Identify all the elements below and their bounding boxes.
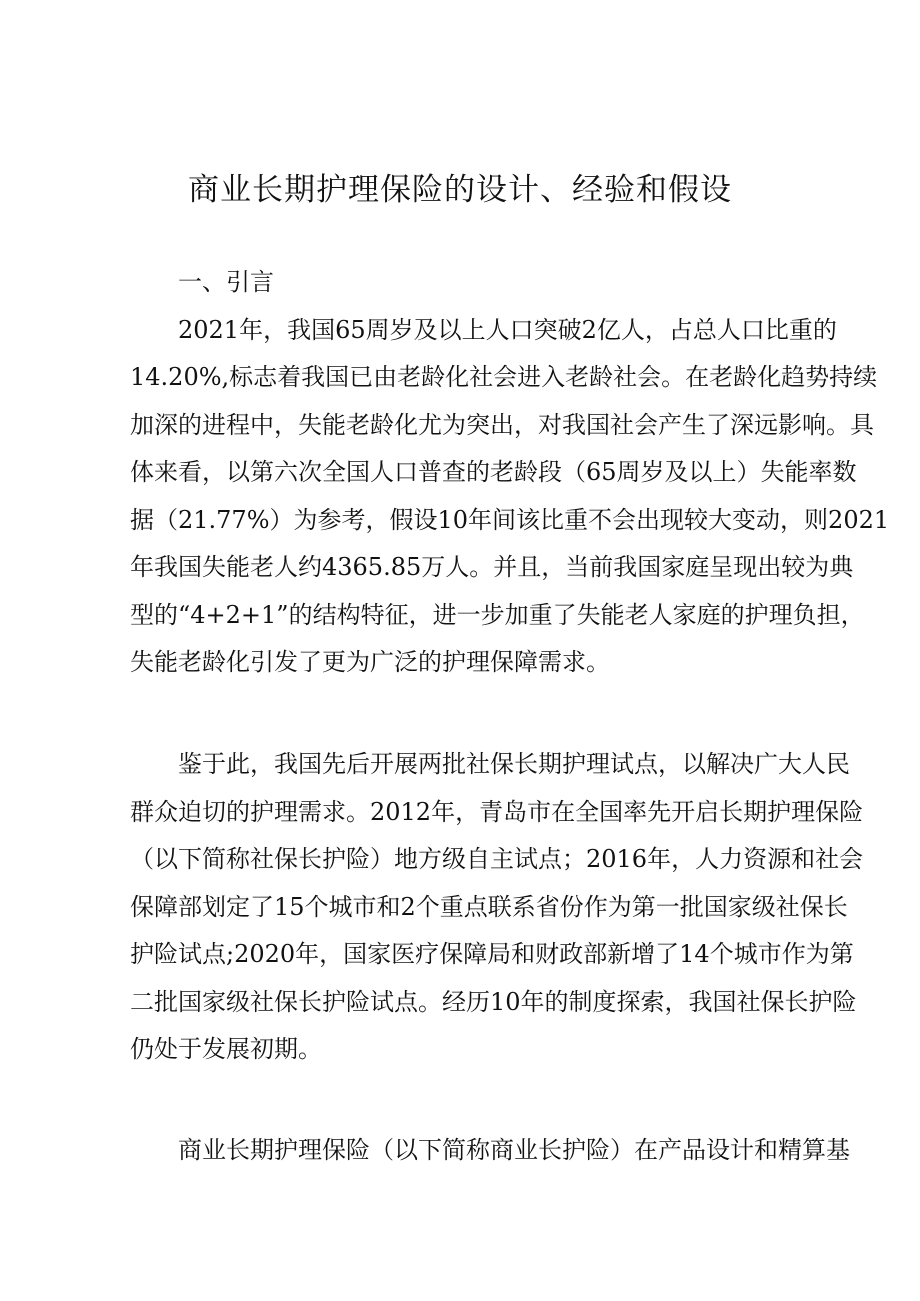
paragraph-line: 加深的进程中，失能老龄化尤为突出，对我国社会产生了深远影响。具 — [130, 411, 874, 439]
paragraph-line: 群众迫切的护理需求。2012年，青岛市在全国率先开启长期护理保险 — [130, 798, 864, 826]
paragraph-line: 保障部划定了15个城市和2个重点联系省份作为第一批国家级社保长 — [130, 893, 848, 921]
paragraph-line: 年我国失能老人约4365.85万人。并且，当前我国家庭呈现出较为典 — [130, 553, 854, 581]
paragraph-line: 2021年，我国65周岁及以上人口突破2亿人，占总人口比重的 — [178, 316, 837, 344]
paragraph-line: 鉴于此，我国先后开展两批社保长期护理试点，以解决广大人民 — [178, 750, 850, 778]
paragraph-line: 失能老龄化引发了更为广泛的护理保障需求。 — [130, 648, 610, 676]
section-heading: 一、引言 — [178, 268, 274, 296]
paragraph-line: 型的“4+2+1”的结构特征，进一步加重了失能老人家庭的护理负担， — [130, 601, 865, 629]
paragraph-line: （以下简称社保长护险）地方级自主试点；2016年，人力资源和社会 — [130, 845, 864, 873]
paragraph-line: 仍处于发展初期。 — [130, 1035, 322, 1063]
paragraph-line: 体来看，以第六次全国人口普查的老龄段（65周岁及以上）失能率数 — [130, 458, 857, 486]
paragraph-line: 二批国家级社保长护险试点。经历10年的制度探索，我国社保长护险 — [130, 988, 857, 1016]
paragraph-line: 护险试点;2020年，国家医疗保障局和财政部新增了14个城市作为第 — [130, 940, 854, 968]
paragraph-line: 据（21.77%）为参考，假设10年间该比重不会出现较大变动，则2021 — [130, 506, 890, 534]
paragraph-line: 商业长期护理保险（以下简称商业长护险）在产品设计和精算基 — [178, 1136, 850, 1164]
paragraph-line: 14.20%,标志着我国已由老龄化社会进入老龄社会。在老龄化趋势持续 — [130, 363, 878, 391]
page-title: 商业长期护理保险的设计、经验和假设 — [188, 172, 732, 208]
